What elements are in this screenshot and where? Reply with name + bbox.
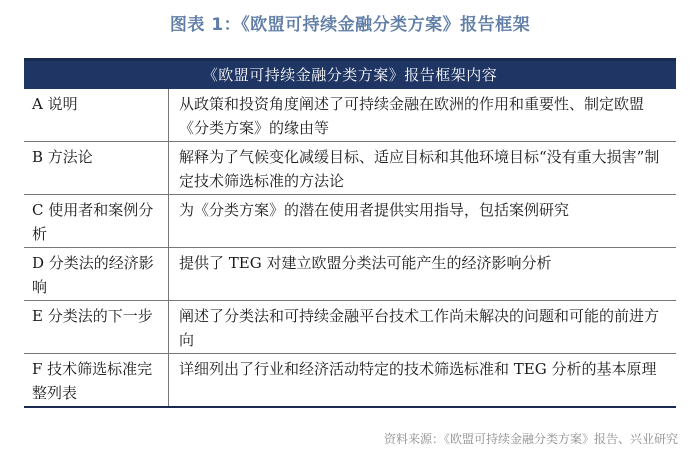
content-cell: 从政策和投资角度阐述了可持续金融在欧洲的作用和重要性、制定欧盟《分类方案》的缘由等 (179, 95, 645, 137)
source-note: 资料来源：《欧盟可持续金融分类方案》报告、兴业研究 (383, 432, 678, 446)
section-cell: C 使用者和案例分析 (24, 195, 169, 247)
table-row (24, 248, 676, 301)
table-header: 《欧盟可持续金融分类方案》报告框架内容 (24, 61, 676, 89)
section-cell: A 说明 (24, 89, 169, 141)
content-cell: 阐述了分类法和可持续金融平台技术工作尚未解决的问题和可能的前进方向 (179, 307, 660, 349)
section-cell: F 技术筛选标准完整列表 (24, 354, 169, 406)
content-cell: 提供了 TEG 对建立欧盟分类法可能产生的经济影响分析 (179, 254, 552, 272)
section-cell: D 分类法的经济影响 (24, 248, 169, 300)
table-row (24, 195, 676, 248)
section-cell: E 分类法的下一步 (24, 301, 169, 353)
table-row (24, 354, 676, 408)
table-row (24, 142, 676, 195)
section-cell: B 方法论 (24, 142, 169, 194)
content-cell: 详细列出了行业和经济活动特定的技术筛选标准和 TEG 分析的基本原理 (179, 360, 657, 378)
content-cell: 为《分类方案》的潜在使用者提供实用指导，包括案例研究 (179, 201, 570, 219)
figure-title: 图表 1：《欧盟可持续金融分类方案》报告框架 (169, 15, 531, 35)
table-row (24, 301, 676, 354)
table-row (24, 89, 676, 142)
framework-table (24, 58, 676, 408)
content-cell: 解释为了气候变化减缓目标、适应目标和其他环境目标“没有重大损害”制定技术筛选标准的方法论 (179, 148, 660, 190)
